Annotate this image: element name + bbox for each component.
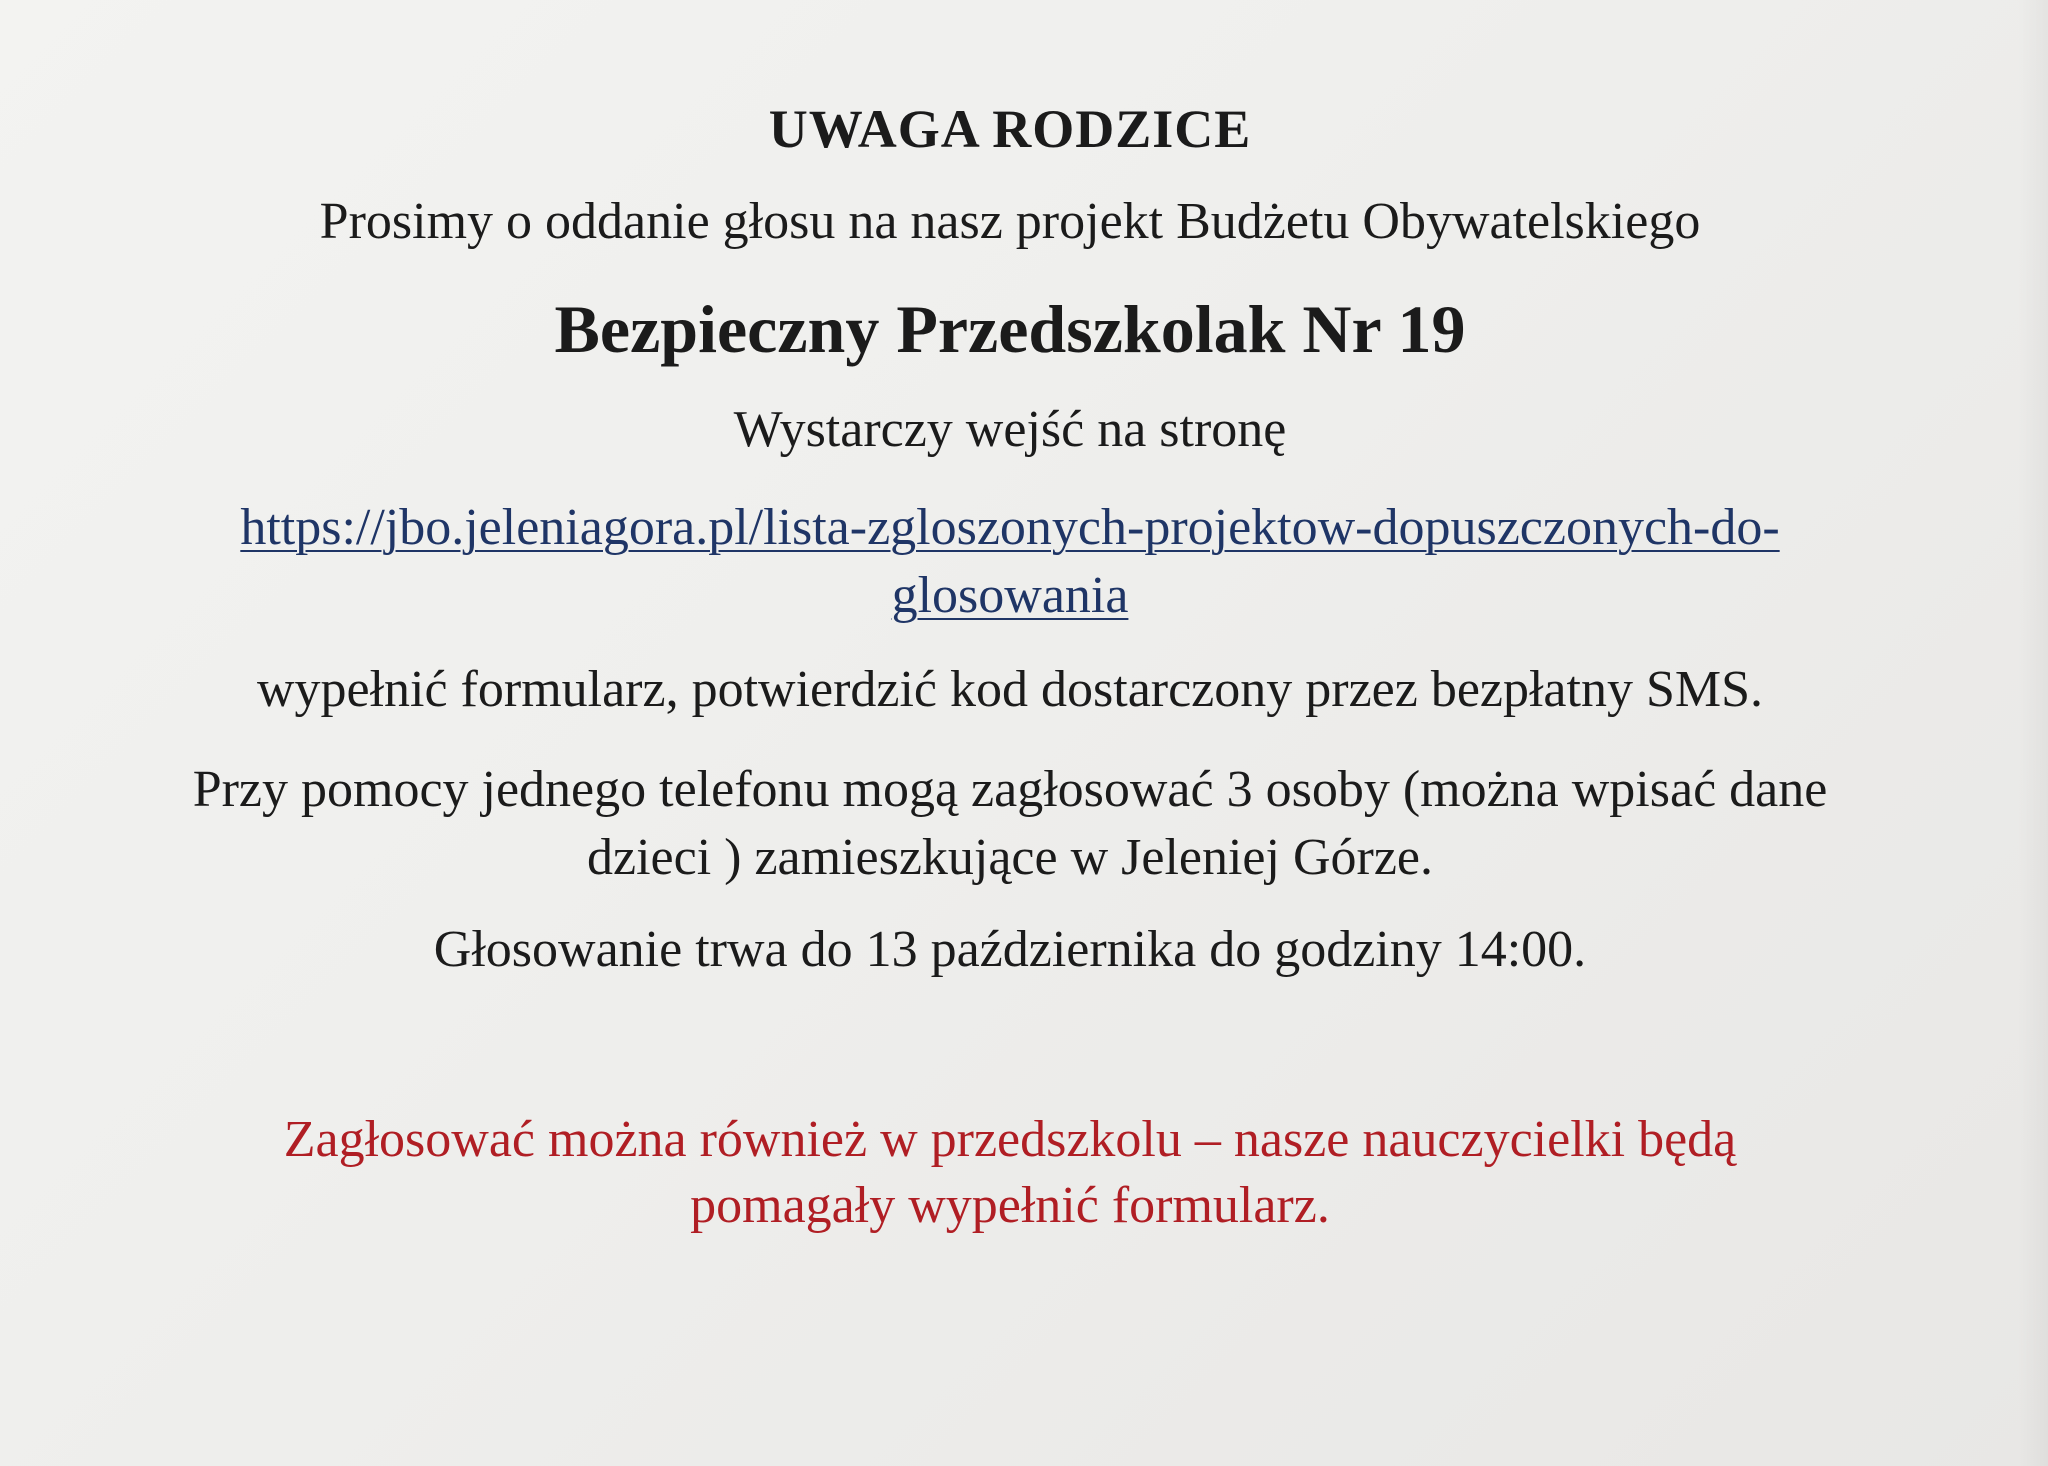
- voting-link-text-2[interactable]: glosowania: [891, 567, 1129, 624]
- project-title: Bezpieczny Przedszkolak Nr 19: [554, 291, 1466, 367]
- phone-info-line-2: dzieci ) zamieszkujące w Jeleniej Górze.: [587, 829, 1433, 886]
- voting-deadline: Głosowanie trwa do 13 października do godziny 14:00.: [433, 921, 1587, 978]
- vote-request-text: Prosimy o oddanie głosu na nasz projekt Budżetu Obywatelskiego: [319, 193, 1701, 250]
- notice-heading: UWAGA RODZICE: [768, 99, 1252, 159]
- voting-link-line-2[interactable]: [40, 566, 1980, 625]
- voting-link-line-1[interactable]: [40, 498, 1980, 557]
- notice-content: [40, 0, 1980, 1466]
- enter-website-instruction: Wystarczy wejść na stronę: [733, 401, 1287, 458]
- kindergarten-voting-note-line-1: Zagłosować można również w przedszkolu – nasze nauczycielki będą: [283, 1111, 1737, 1168]
- phone-info-line-1: Przy pomocy jednego telefonu mogą zagłosować 3 osoby (można wpisać dane: [192, 761, 1828, 818]
- kindergarten-voting-note-line-2: pomagały wypełnić formularz.: [690, 1177, 1330, 1234]
- voting-link-text-1[interactable]: https://jbo.jeleniagora.pl/lista-zgloszonych-projektow-dopuszczonych-do-: [240, 499, 1780, 556]
- form-sms-instruction: wypełnić formularz, potwierdzić kod dostarczony przez bezpłatny SMS.: [256, 661, 1764, 718]
